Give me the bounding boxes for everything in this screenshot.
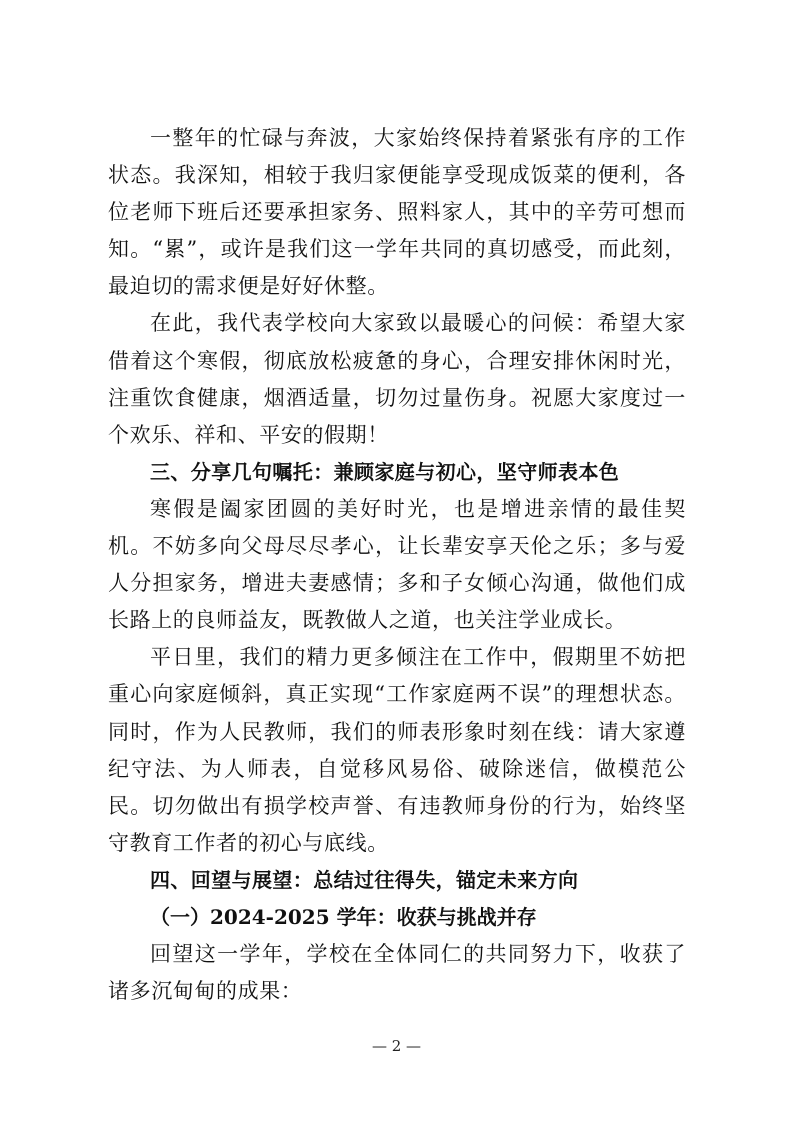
subsection-heading-one: （一）2024-2025 学年：收获与挑战并存 [150,904,537,929]
body-text [108,120,686,1010]
section-heading-four: 四、回望与展望：总结过往得失，锚定未来方向 [150,867,579,892]
paragraph-year-review: 回望这一学年，学校在全体同仁的共同努力下，收获了诸多沉甸甸的成果： [108,942,686,1004]
section-heading-three: 三、分享几句嘱托：兼顾家庭与初心，坚守师表本色 [150,459,620,484]
paragraph-teacher-conduct: 平日里，我们的精力更多倾注在工作中，假期里不妨把重心向家庭倾斜，真正实现“工作家庭两不误”的理想状态。同时，作为人民教师，我们的师表形象时刻在线：请大家遵纪守法、为人师表，自觉移风易俗、破除迷信，做模范公民。切勿做出有损学校声誉、有违教师身份的行为，始终坚守教育工作者的初心与底线。 [108,645,686,855]
paragraph-family-time: 寒假是阖家团圆的美好时光，也是增进亲情的最佳契机。不妨多向父母尽尽孝心，让长辈安享天伦之乐；多与爱人分担家务，增进夫妻感情；多和子女倾心沟通，做他们成长路上的良师益友，既教做人之道，也关注学业成长。 [108,496,686,633]
paragraph-rest-and-gratitude: 一整年的忙碌与奔波，大家始终保持着紧张有序的工作状态。我深知，相较于我归家便能享受现成饭菜的便利，各位老师下班后还要承担家务、照料家人，其中的辛劳可想而知。“累”，或许是我们这一学年共同的真切感受，而此刻，最迫切的需求便是好好休整。 [108,126,686,299]
paragraph-holiday-greetings: 在此，我代表学校向大家致以最暖心的问候：希望大家借着这个寒假，彻底放松疲惫的身心，合理安排休闲时光，注重饮食健康，烟酒适量，切勿过量伤身。祝愿大家度过一个欢乐、祥和、平安的假期！ [108,311,686,447]
page-number: — 2 — [371,1037,422,1055]
